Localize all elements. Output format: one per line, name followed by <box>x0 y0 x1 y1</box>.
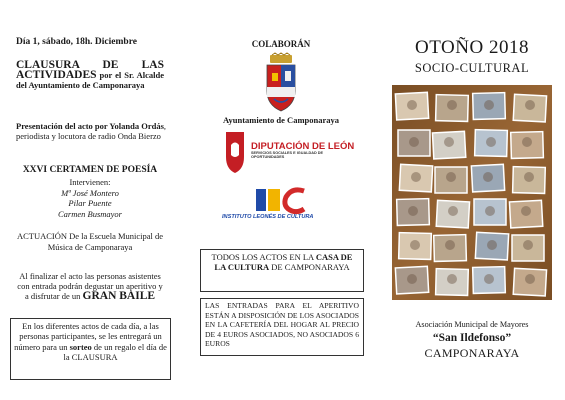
town-council-label: Ayuntamiento de Camponaraya <box>222 115 339 125</box>
poet-name: Carmen Busmayor <box>58 208 122 219</box>
clausura-title: CLAUSURA DE LAS ACTIVIDADES <box>16 59 164 81</box>
participants-label: Intervienen: <box>69 177 111 187</box>
culture-institute-name: INSTITUTO LEONÉS DE CULTURA <box>222 214 314 220</box>
poet-name: Mª José Montero <box>61 187 119 198</box>
clausura-paragraph <box>16 60 164 90</box>
presenter-role: , periodista y locutora de radio Onda Bierzo <box>16 121 167 141</box>
collage-photo-figure <box>483 172 493 182</box>
collage-photo-figure <box>485 206 495 216</box>
presentation-paragraph <box>16 121 166 141</box>
collage-photo-figure <box>444 137 454 147</box>
collage-photo-figure <box>447 100 457 110</box>
dance-highlight: GRAN BAILE <box>82 290 156 302</box>
collage-photo-figure <box>487 240 497 250</box>
raffle-bold: sorteo <box>69 341 92 352</box>
collage-photo-figure <box>486 137 496 147</box>
collage-photo-figure <box>484 274 494 284</box>
collage-photo-figure <box>410 240 420 250</box>
collage-photo-figure <box>522 137 532 147</box>
event-date: Día 1, sábado, 18h. Diciembre <box>16 37 137 47</box>
collage-photo-figure <box>525 100 535 110</box>
dance-text: Al finalizar el acto las personas asistentes con entrada podrán degustar un aperitivo y a disfrutar de un <box>17 271 163 301</box>
poet-name: Pilar Puente <box>68 198 112 208</box>
collage-photo-figure <box>446 172 456 182</box>
culture-institute-logo <box>218 185 344 221</box>
clausura-place: Camponaraya <box>92 80 145 90</box>
photo-collage <box>392 85 552 300</box>
collaborators-heading: COLABORÁN <box>251 39 311 49</box>
cover-panel <box>384 0 560 400</box>
collage-photo-figure <box>408 206 418 216</box>
tickets-box: LAS ENTRADAS PARA EL APERITIVO ESTÁN A DISPOSICIÓN DE LOS ASOCIADOS EN LA CAFETERÍA DEL HOGAR AL PRECIO DE 4 EUROS ASOCIADOS, NO ASOCIADOS 6 EUROS <box>200 298 364 356</box>
raffle-box <box>10 318 171 380</box>
collage-photo-figure <box>409 137 419 147</box>
collage-photo-figure <box>523 240 533 250</box>
collage-photo-figure <box>447 274 457 284</box>
venue-bold: CASA DE LA CULTURA <box>214 252 353 273</box>
town-shield-icon <box>264 53 298 115</box>
middle-panel <box>196 0 366 400</box>
poetry-contest-title: XXVI CERTAMEN DE POESÍA <box>22 165 158 175</box>
raffle-text: En los diferentes actos de cada día, a las personas participantes, se les entregará un número para un <box>14 321 162 352</box>
collage-photo-figure <box>407 100 417 110</box>
collage-photo-figure <box>445 240 455 250</box>
collage-photo-figure <box>411 172 421 182</box>
collage-photo-figure <box>484 100 494 110</box>
dance-paragraph <box>16 271 164 301</box>
collage-photo-figure <box>524 172 534 182</box>
provincial-council-logo <box>222 131 355 175</box>
left-panel <box>10 0 170 400</box>
presenter: Presentación del acto por Yolanda Ordás <box>16 121 164 131</box>
collage-photo-figure <box>525 274 535 284</box>
collage-photo-figure <box>407 274 417 284</box>
participants-block <box>16 177 164 219</box>
provincial-council-name: DIPUTACIÓN DE LEÓN <box>251 141 355 152</box>
association-label: Asociación Municipal de Mayores <box>415 320 529 329</box>
venue-text: TODOS LOS ACTOS EN LA <box>211 252 314 262</box>
collage-photo-figure <box>448 206 458 216</box>
association-town: CAMPONARAYA <box>424 346 520 360</box>
venue-end: DE CAMPONARAYA <box>271 262 350 273</box>
raffle-end: de un regalo el día de la CLAUSURA <box>63 341 167 362</box>
collage-photo-figure <box>521 206 531 216</box>
association-name: “San Ildefonso” <box>432 332 512 344</box>
cover-title: OTOÑO 2018 <box>415 37 529 58</box>
cover-subtitle: SOCIO-CULTURAL <box>414 61 530 75</box>
music-school-paragraph: ACTUACIÓN De la Escuela Municipal de Música de Camponaraya <box>16 231 164 252</box>
clausura-rest: por el Sr. Alcalde del Ayuntamiento de <box>16 70 164 90</box>
venue-box <box>200 249 364 292</box>
provincial-council-subtitle: SERVICIOS SOCIALES E IGUALDAD DE OPORTUNIDADES <box>251 151 324 160</box>
